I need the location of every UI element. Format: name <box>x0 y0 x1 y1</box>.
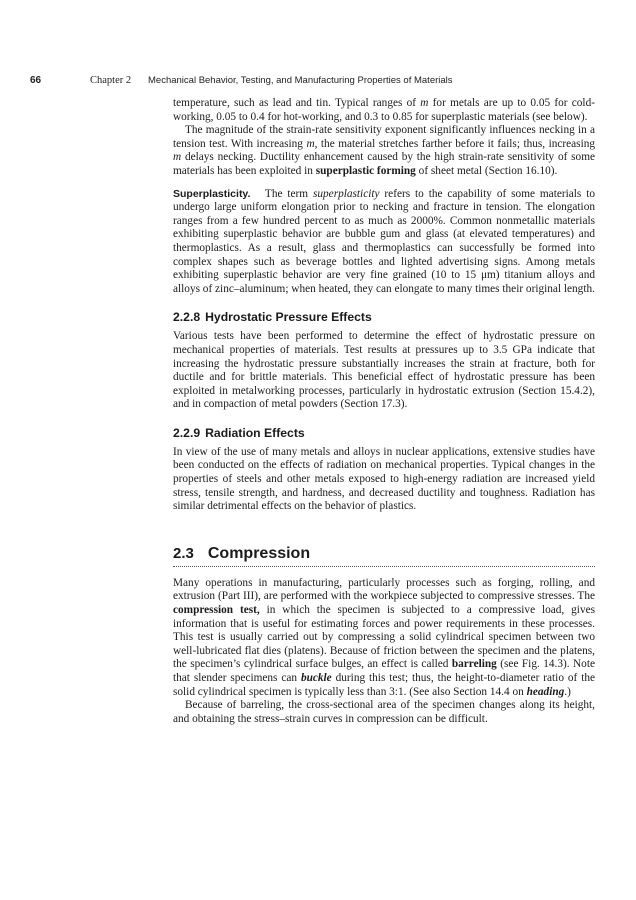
page-number: 66 <box>30 75 42 86</box>
paragraph-necking: The magnitude of the strain-rate sensitivity exponent significantly influences necking in a tension test. With increasing m, the material stretches farther before it fails; thus, increasing m delays necking. Ductility enhancement caused by the high strain-rate sensitivity of some materials has been exploited in superplastic forming of sheet metal (Section 16.10). <box>173 124 596 177</box>
section-heading-2-2-9: 2.2.9 Radiation Effects <box>173 425 305 440</box>
paragraph-hydrostatic-pressure: Various tests have been performed to determine the effect of hydrostatic pressure on mechanical properties of materials. Test results at pressures up to 3.5 GPa indicate that increasing the hydrostatic pressure substantially increases the strain at fracture, both for ductile and for brittle materials. This beneficial effect of hydrostatic pressure has been exploited in metalworking processes, particularly in hydrostatic extrusion (Section 15.4.2), and in compaction of metal powders (Section 17.3). <box>173 330 595 411</box>
paragraph-radiation-effects: In view of the use of many metals and alloys in nuclear applications, extensive studies have been conducted on the effects of radiation on mechanical properties. Typical changes in the properties of steels and other metals exposed to high-energy radiation are increased yield stress, tensile strength, and hardness, and decreased ductility and toughness. Radiation has similar detrimental effects on the behavior of plastics. <box>173 445 595 513</box>
paragraph-superplasticity: Superplasticity. The term superplasticity refers to the capability of some materials to undergo large uniform elongation prior to necking and fracture in tension. The elongation ranges from a few hundred percent to as much as 2000%. Common nonmetallic materials exhibiting superplastic behavior are bubble gum and glass (at elevated temperatures) and thermoplastics. As a result, glass and thermoplastics can successfully be formed into complex shapes such as beverage bottles and lighted advertising signs. Among metals exhibiting superplastic behavior are very fine grained (10 to 15 μm) titanium alloys and alloys of zinc–aluminum; when heated, they can elongate to many times their original length. <box>173 187 595 295</box>
superplasticity-run-in-heading: Superplasticity. <box>173 187 251 200</box>
paragraph-barreling: Because of barreling, the cross-sectional area of the specimen changes along its height, and obtaining the stress–strain curves in compression can be difficult. <box>173 699 595 725</box>
running-header <box>30 75 610 91</box>
chapter-title: Mechanical Behavior, Testing, and Manufacturing Properties of Materials <box>148 75 453 86</box>
chapter-label: Chapter 2 <box>90 75 132 86</box>
page-body <box>173 97 595 726</box>
section-heading-2-3: 2.3 Compression <box>173 544 311 562</box>
paragraph-compression-test: Many operations in manufacturing, particularly processes such as forging, rolling, and extrusion (Part III), are performed with the workpiece subjected to compressive stresses. The compression test, in which the specimen is subjected to a compressive load, gives information that is useful for estimating forces and power requirements in these processes. This test is usually carried out by compressing a solid cylindrical specimen between two well-lubricated flat dies (platens). Because of friction between the specimen and the platens, the specimen’s cylindrical surface bulges, an effect is called barreling (see Fig. 14.3). Note that slender specimens can buckle during this test; thus, the height-to-diameter ratio of the solid cylindrical specimen is typically less than 3:1. (See also Section 14.4 on heading.) <box>173 576 595 698</box>
section-rule <box>173 566 595 567</box>
section-heading-2-2-8: 2.2.8 Hydrostatic Pressure Effects <box>173 310 372 325</box>
paragraph-strain-rate-ranges: temperature, such as lead and tin. Typical ranges of m for metals are up to 0.05 for cold-working, 0.05 to 0.4 for hot-working, and 0.3 to 0.85 for superplastic materials (see below). <box>173 97 595 123</box>
